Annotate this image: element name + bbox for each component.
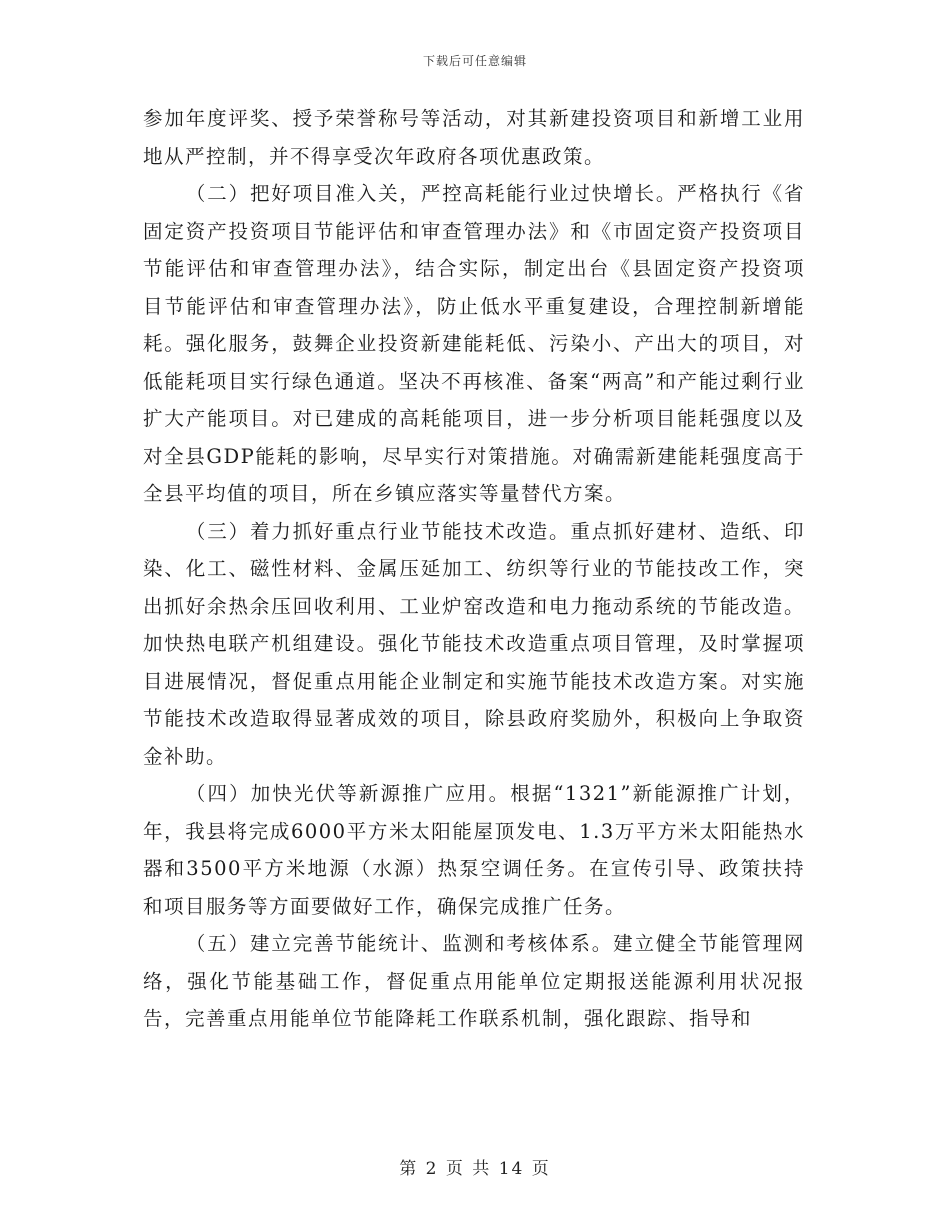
paragraph-2: （二）把好项目准入关，严控高耗能行业过快增长。严格执行《省固定资产投资项目节能评估和审查管理办法》和《市固定资产投资项目节能评估和审查管理办法》，结合实际，制定出台《县固定资产投资项目节能评估和审查管理办法》，防止低水平重复建设，合理控制新增能耗。强化服务，鼓舞企业投资新建能耗低、污染小、产出大的项目，对低能耗项目实行绿色通道。坚决不再核准、备案“两高”和产能过剩行业扩大产能项目。对已建成的高耗能项目，进一步分析项目能耗强度以及对全县GDP能耗的影响，尽早实行对策措施。对确需新建能耗强度高于全县平均值的项目，所在乡镇应落实等量替代方案。 <box>143 182 805 505</box>
page-header-note: 下载后可任意编辑 <box>422 54 527 68</box>
paragraph-4: （四）加快光伏等新源推广应用。根据“1321”新能源推广计划，年，我县将完成6000平方米太阳能屋顶发电、1.3万平方米太阳能热水器和3500平方米地源（水源）热泵空调任务。在宣传引导、政策扶持和项目服务等方面要做好工作，确保完成推广任务。 <box>143 782 805 918</box>
paragraph-5: （五）建立完善节能统计、监测和考核体系。建立健全节能管理网络，强化节能基础工作，督促重点用能单位定期报送能源利用状况报告，完善重点用能单位节能降耗工作联系机制，强化跟踪、指导和 <box>143 932 805 1030</box>
page-number-footer: 第 2 页 共 14 页 <box>399 1159 551 1179</box>
paragraph-3: （三）着力抓好重点行业节能技术改造。重点抓好建材、造纸、印染、化工、磁性材料、金属压延加工、纺织等行业的节能技改工作，突出抓好余热余压回收利用、工业炉窑改造和电力拖动系统的节能改造。加快热电联产机组建设。强化节能技术改造重点项目管理，及时掌握项目进展情况，督促重点用能企业制定和实施节能技术改造方案。对实施节能技术改造取得显著成效的项目，除县政府奖励外，积极向上争取资金补助。 <box>143 519 805 768</box>
paragraph-1: 参加年度评奖、授予荣誉称号等活动，对其新建投资项目和新增工业用地从严控制，并不得享受次年政府各项优惠政策。 <box>143 107 805 168</box>
document-body <box>143 100 805 1038</box>
